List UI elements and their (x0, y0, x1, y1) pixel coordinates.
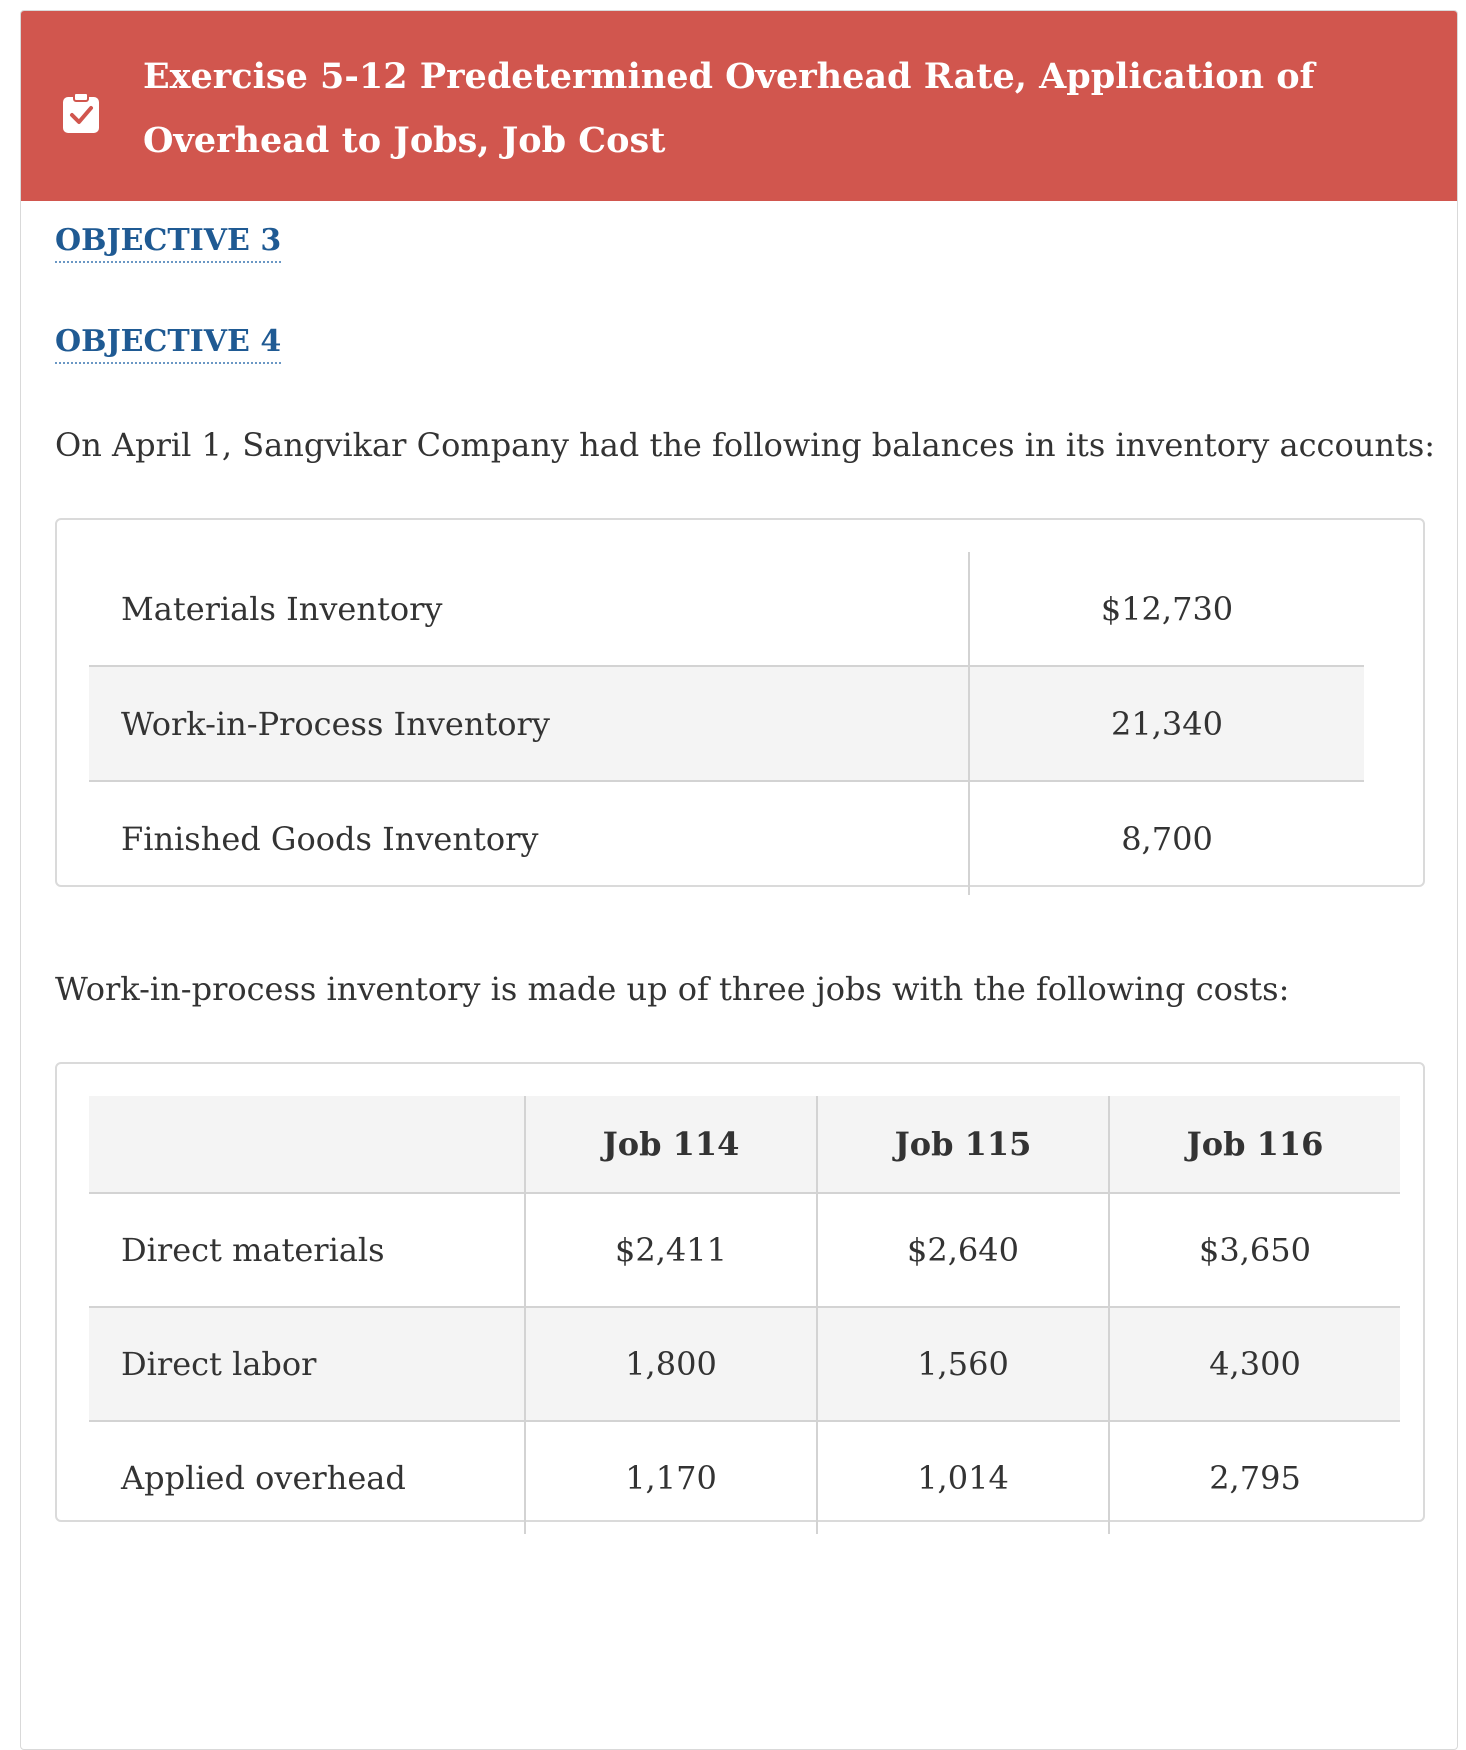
objective-4-link[interactable]: OBJECTIVE 4 (55, 324, 281, 364)
row-label: Applied overhead (89, 1421, 525, 1534)
jobs-intro-paragraph: Work-in-process inventory is made up of three jobs with the following costs: (55, 970, 1290, 1008)
inventory-value: 8,700 (969, 781, 1364, 895)
inventory-label: Finished Goods Inventory (89, 781, 969, 895)
column-header-job-114: Job 114 (525, 1096, 817, 1193)
row-label: Direct labor (89, 1307, 525, 1421)
jobs-table-box (55, 1062, 1425, 1522)
table-row (89, 781, 1364, 895)
cell-value: 2,795 (1109, 1421, 1400, 1534)
row-label: Direct materials (89, 1193, 525, 1307)
clipboard-check-icon (61, 91, 101, 135)
cell-value: $2,640 (817, 1193, 1109, 1307)
objective-3-link[interactable]: OBJECTIVE 3 (55, 223, 281, 263)
exercise-card (20, 10, 1458, 1750)
cell-value: 1,800 (525, 1307, 817, 1421)
inventory-label: Materials Inventory (121, 589, 443, 628)
column-header-blank (89, 1096, 525, 1193)
exercise-header (21, 11, 1457, 201)
cell-value: $2,411 (525, 1193, 817, 1307)
intro-paragraph: On April 1, Sangvikar Company had the following balances in its inventory accounts: (55, 426, 1436, 464)
table-row (89, 1193, 1400, 1307)
table-row (89, 666, 1364, 781)
cell-value: 1,560 (817, 1307, 1109, 1421)
inventory-table (89, 552, 1364, 895)
cell-value: 1,014 (817, 1421, 1109, 1534)
inventory-value: $12,730 (969, 552, 1364, 666)
jobs-table (89, 1096, 1400, 1534)
inventory-label: Work-in-Process Inventory (89, 666, 969, 781)
cell-value: $3,650 (1109, 1193, 1400, 1307)
inventory-value: 21,340 (969, 666, 1364, 781)
cell-value: 1,170 (525, 1421, 817, 1534)
cell-value: 4,300 (1109, 1307, 1400, 1421)
column-header-job-116: Job 116 (1109, 1096, 1400, 1193)
table-row (89, 552, 1364, 666)
column-header-job-115: Job 115 (817, 1096, 1109, 1193)
exercise-title: Exercise 5-12 Predetermined Overhead Rate, Application of Overhead to Jobs, Job Cost (143, 56, 1315, 161)
table-row (89, 1421, 1400, 1534)
table-row (89, 1307, 1400, 1421)
table-header-row (89, 1096, 1400, 1193)
inventory-table-box (55, 518, 1425, 887)
